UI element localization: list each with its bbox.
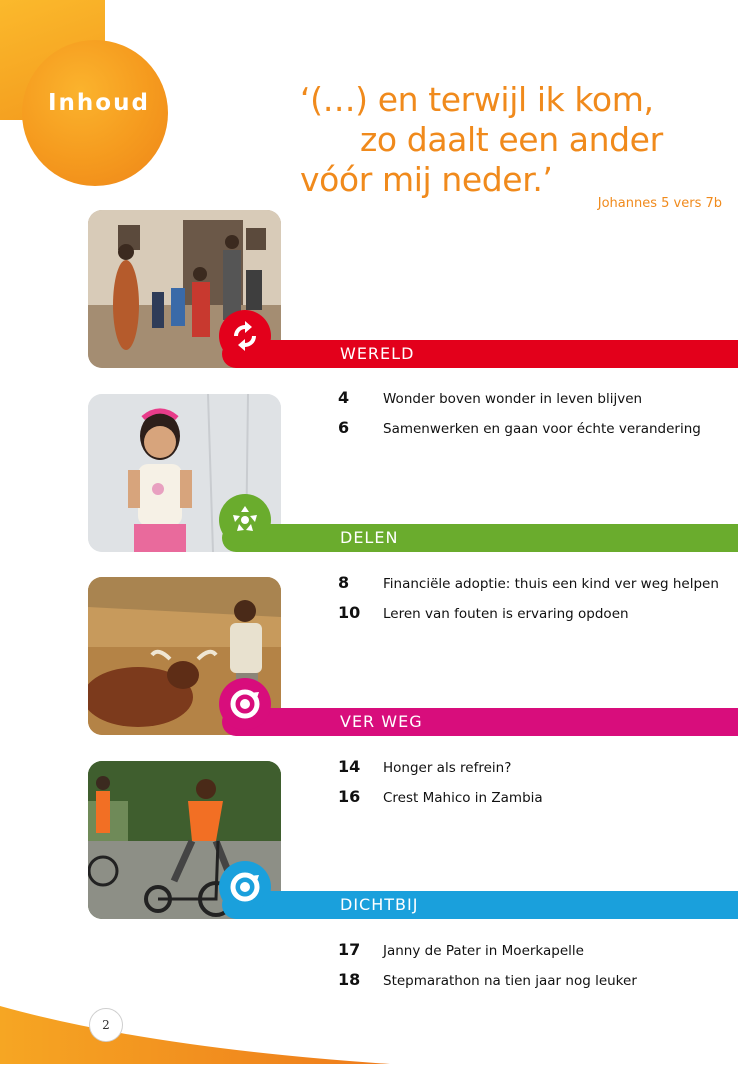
swirl-arrow-icon [228, 870, 262, 904]
swirl-arrow-icon [228, 687, 262, 721]
toc-page-number: 14 [338, 757, 361, 776]
page-title: Inhoud [48, 90, 150, 116]
section-label-ver-weg: VER WEG [340, 712, 423, 731]
section-label-wereld: WERELD [340, 344, 415, 363]
toc-article-title: Janny de Pater in Moerkapelle [383, 943, 584, 959]
toc-page-number: 8 [338, 573, 350, 592]
section-bar-wereld [222, 340, 738, 368]
page-number: 2 [89, 1008, 123, 1042]
toc-entry[interactable] [338, 418, 701, 438]
section-label-dichtbij: DICHTBIJ [340, 895, 419, 914]
section-bar-ver-weg [222, 708, 738, 736]
toc-page-number: 17 [338, 940, 361, 959]
section-label-delen: DELEN [340, 528, 399, 547]
section-bar-delen [222, 524, 738, 552]
toc-entry[interactable] [338, 757, 511, 777]
toc-article-title: Wonder boven wonder in leven blijven [383, 391, 643, 407]
toc-article-title: Honger als refrein? [383, 760, 512, 776]
toc-entry[interactable] [338, 970, 637, 990]
toc-article-title: Stepmarathon na tien jaar nog leuker [383, 973, 637, 989]
quote-line-3: vóór mij neder.’ [300, 160, 553, 199]
section-badge-ver-weg [219, 678, 271, 730]
toc-article-title: Samenwerken en gaan voor échte verandering [383, 421, 701, 437]
section-bar-dichtbij [222, 891, 738, 919]
recycle-arrows-icon [228, 319, 262, 353]
toc-page-number: 6 [338, 418, 350, 437]
quote-line-1: ‘(…) en terwijl ik kom, [300, 80, 654, 119]
toc-entry[interactable] [338, 573, 719, 593]
toc-article-title: Financiële adoptie: thuis een kind ver weg helpen [383, 576, 719, 592]
toc-page-number: 4 [338, 388, 350, 407]
bible-quote [300, 80, 720, 200]
toc-page-number: 18 [338, 970, 361, 989]
toc-entry[interactable] [338, 603, 629, 623]
toc-entry[interactable] [338, 388, 642, 408]
sharing-circle-icon [228, 503, 262, 537]
toc-entry[interactable] [338, 787, 543, 807]
toc-page-number: 16 [338, 787, 361, 806]
toc-article-title: Leren van fouten is ervaring opdoen [383, 606, 629, 622]
toc-entry[interactable] [338, 940, 584, 960]
section-badge-dichtbij [219, 861, 271, 913]
quote-reference: Johannes 5 vers 7b [597, 196, 722, 211]
quote-line-2: zo daalt een ander [360, 120, 663, 159]
toc-page-number: 10 [338, 603, 361, 622]
section-badge-delen [219, 494, 271, 546]
toc-article-title: Crest Mahico in Zambia [383, 790, 543, 806]
section-badge-wereld [219, 310, 271, 362]
